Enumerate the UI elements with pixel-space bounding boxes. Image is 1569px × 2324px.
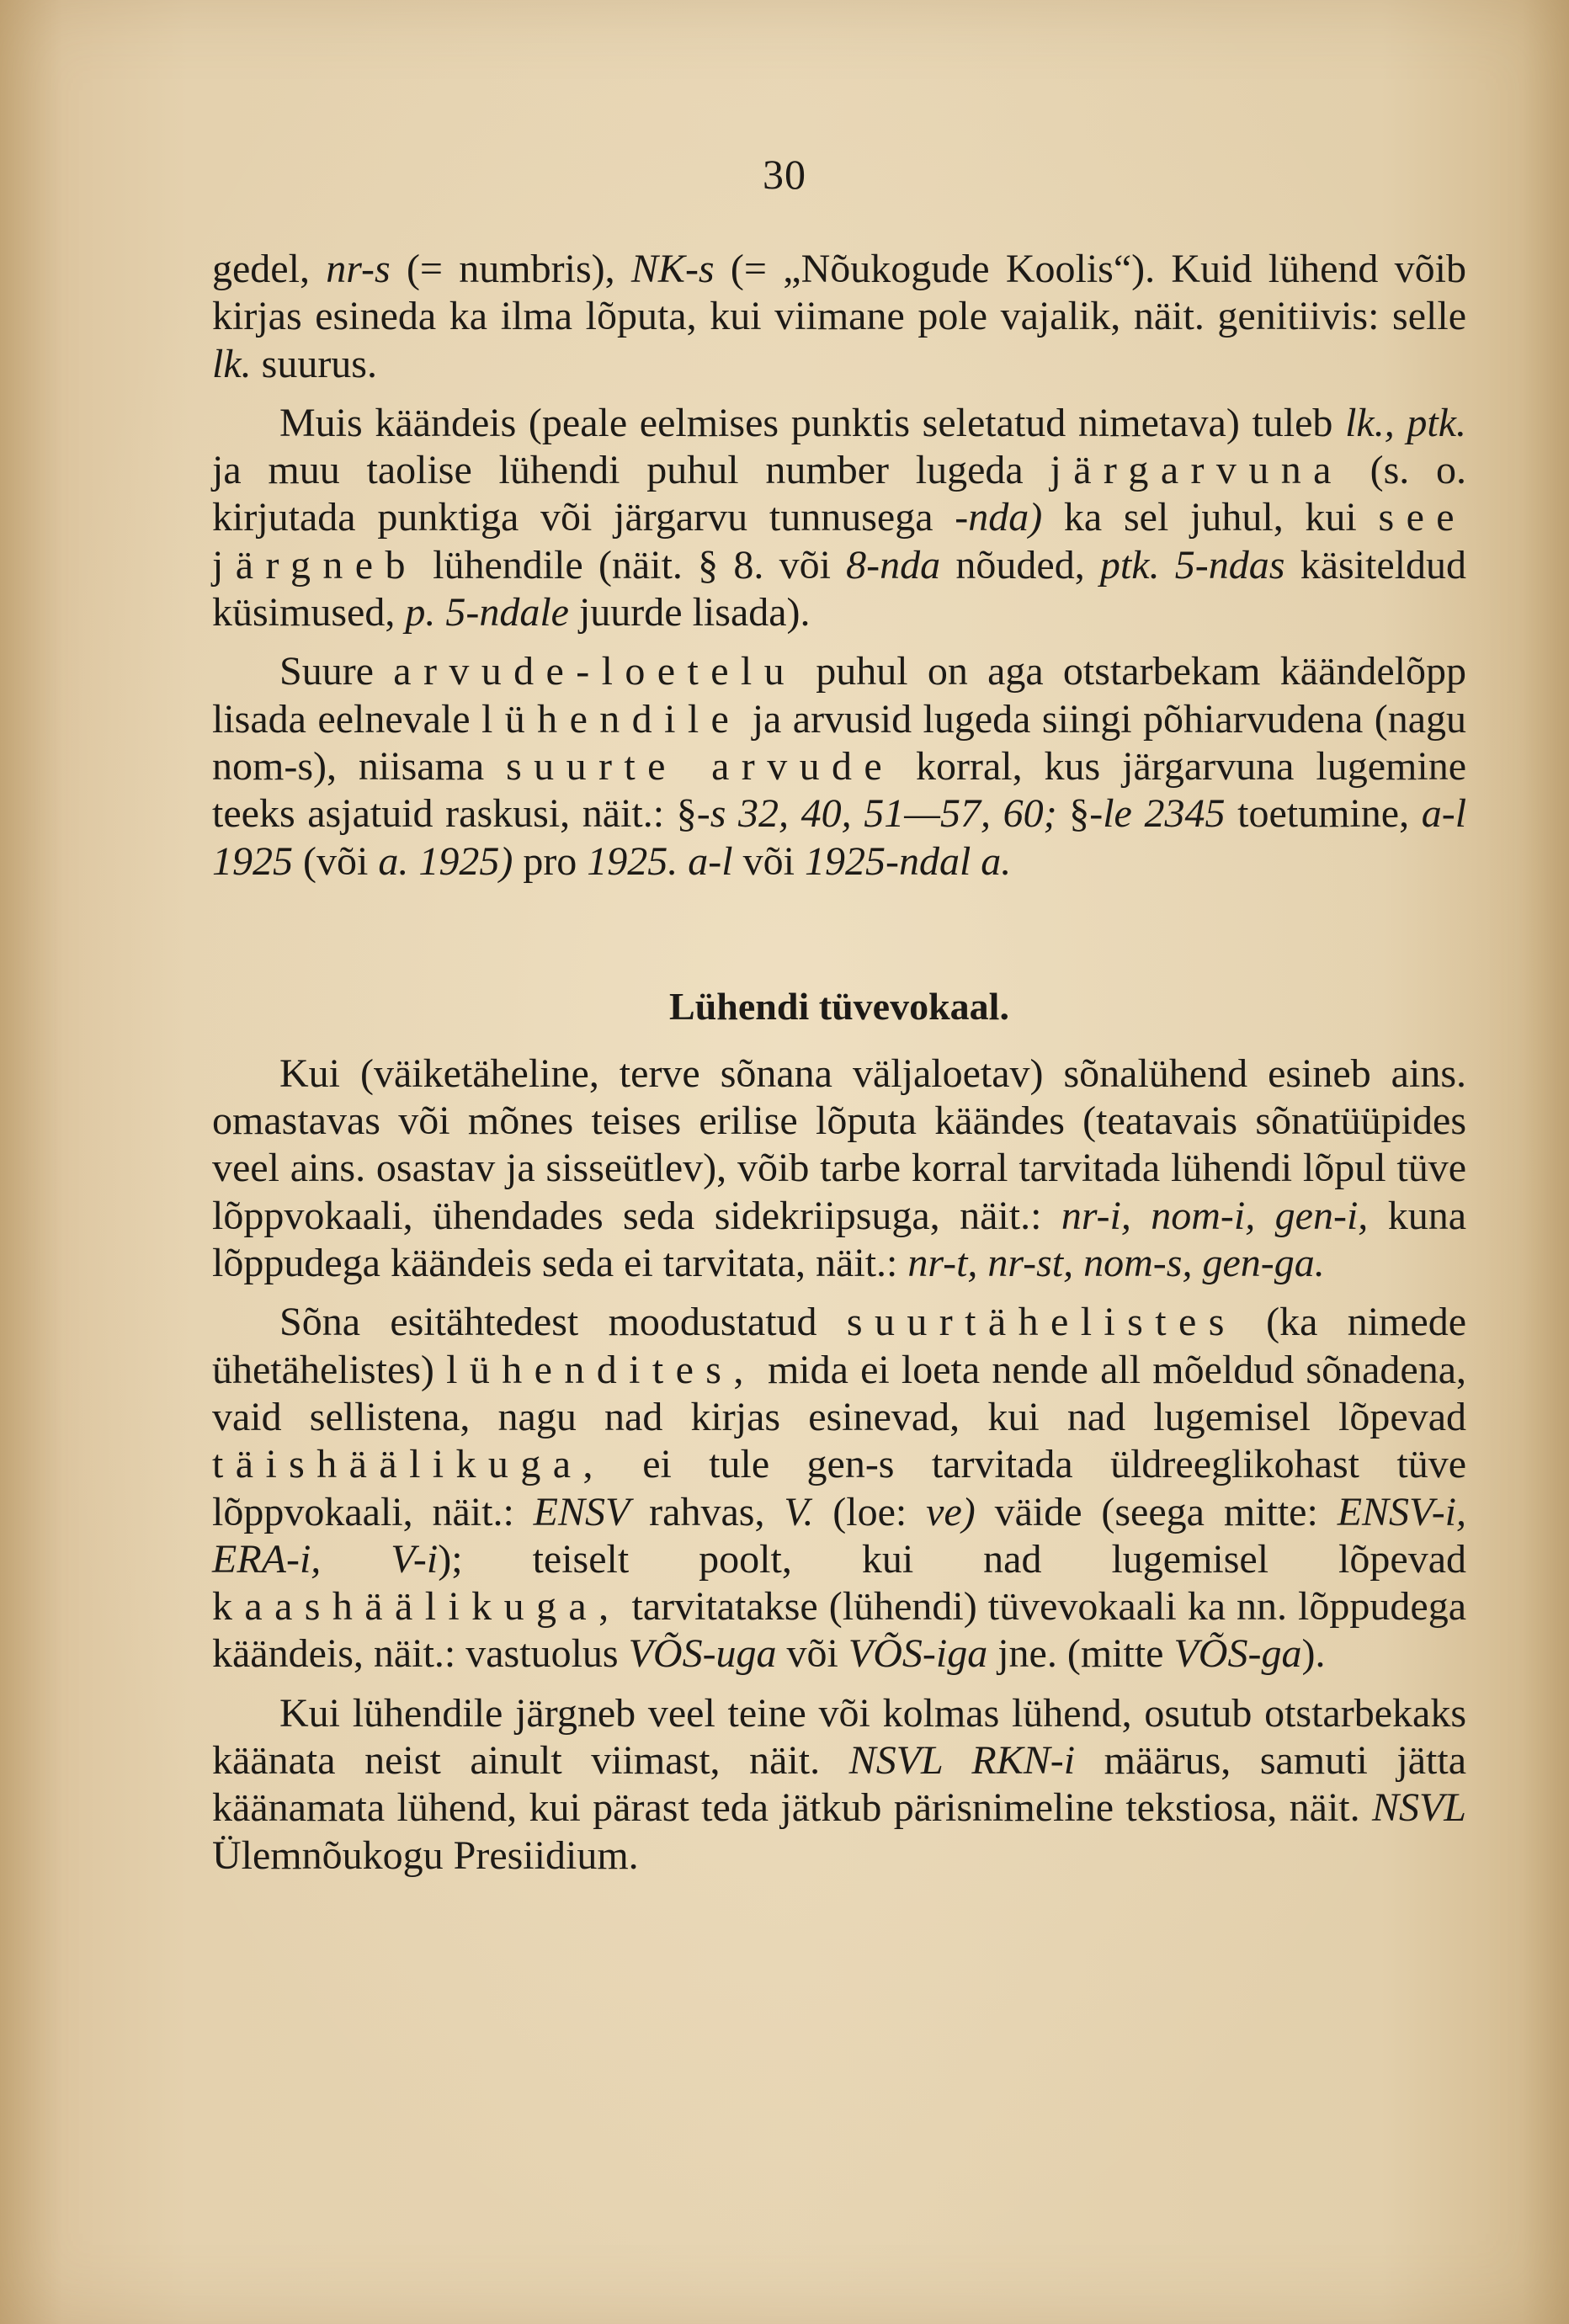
text-run: suurus. xyxy=(251,341,377,386)
italic-abbrev: ptk. 5-ndas xyxy=(1099,542,1285,588)
paragraph-3 xyxy=(212,648,1466,885)
text-run: gedel, xyxy=(212,247,327,291)
italic-abbrev: -nda) xyxy=(955,495,1043,540)
text-run: Suure xyxy=(279,649,394,694)
paragraph-4 xyxy=(212,1050,1466,1287)
paragraph-2 xyxy=(212,400,1466,636)
text-run: Sõna esitähtedest moodustatud xyxy=(279,1300,847,1345)
spaced-emphasis: suurte arvude xyxy=(506,743,895,789)
italic-abbrev: NSVL RKN-i xyxy=(848,1738,1076,1784)
italic-abbrev: V. xyxy=(784,1489,814,1534)
text-run: ); teiselt poolt, kui nad lugemisel lõpevad xyxy=(438,1536,1467,1582)
text-run: kuna lõppudega käändeis seda ei tarvitata, näit.: xyxy=(212,1193,1466,1286)
italic-abbrev: ENSV xyxy=(533,1489,630,1534)
italic-abbrev: a-l 1925 xyxy=(212,791,1467,884)
text-run: Kui (väiketäheline, terve sõnana väljaloetav) sõnalühend esineb ains. omastavas või mõnes teises erilise lõputa käändes (teatavais sõnatüüpides veel ains. osastav ja sisseütlev), võib tarbe korral tarvitada lühendi lõpul tüve lõppvokaali, ühendades seda sidekriipsuga, näit.: xyxy=(212,1050,1466,1238)
text-run: puhul on aga otstarbekam käändelõpp lisada eelnevale xyxy=(212,649,1467,742)
text-run: (= „Nõukogude Koolis“). Kuid lühend võib kirjas esineda ka ilma lõputa, kui viimane pole vajalik, näit. genitiivis: selle xyxy=(212,247,1466,339)
spaced-emphasis: suurtähelistes xyxy=(846,1300,1237,1345)
italic-abbrev: NK-s xyxy=(630,247,715,291)
italic-abbrev: lk., ptk. xyxy=(1345,400,1466,445)
text-run: Kui lühendile järgneb veel teine või kolmas lühend, osutub otstarbekaks käänata neist ainult viimast, näit. xyxy=(212,1690,1466,1784)
text-run: korral, kus järgarvuna lugemine teeks asjatuid raskusi, näit.: § xyxy=(212,743,1466,837)
italic-abbrev: lk. xyxy=(212,341,252,386)
paragraph-6 xyxy=(212,1690,1466,1880)
spaced-emphasis: arvude-loetelu xyxy=(393,649,797,694)
italic-abbrev: VÕS-uga xyxy=(628,1631,777,1677)
text-run: jne. (mitte xyxy=(987,1631,1174,1677)
text-run: määrus, samuti jätta käänamata lühend, kui pärast teda jätkub pärisnimeline tekstiosa, näit. xyxy=(212,1738,1467,1831)
spaced-emphasis: lühendile xyxy=(481,696,742,742)
paragraph-1 xyxy=(212,246,1466,388)
text-run: käsiteldud küsimused, xyxy=(212,542,1466,636)
text-run: toetumine, xyxy=(1225,791,1422,837)
italic-abbrev: ve) xyxy=(926,1489,976,1534)
italic-abbrev: a. 1925) xyxy=(378,838,513,884)
italic-abbrev: 1925. a-l xyxy=(587,838,733,884)
italic-abbrev: p. 5-ndale xyxy=(405,590,569,636)
text-run: ). xyxy=(1301,1631,1326,1677)
text-run: väide (seega mitte: xyxy=(975,1489,1338,1534)
spaced-emphasis: järgarvuna xyxy=(1050,448,1343,493)
text-run: Ülemnõukogu Presiidium. xyxy=(212,1832,639,1878)
italic-abbrev: NSVL xyxy=(1371,1785,1466,1831)
text-run: (= numbris), xyxy=(390,247,631,291)
italic-abbrev: ENSV-i, ERA-i, V-i xyxy=(212,1489,1467,1582)
text-run: Muis käändeis (peale eelmises punktis seletatud nimetava) tuleb xyxy=(279,400,1346,445)
italic-abbrev: VÕS-iga xyxy=(848,1631,988,1677)
text-run: (või xyxy=(293,838,379,884)
section-heading: Lühendi tüvevokaal. xyxy=(669,984,1009,1028)
text-run: või xyxy=(732,838,805,884)
text-run: tarvitatakse (lühendi) tüvevokaali ka nn. lõppudega käändeis, näit.: vastuolus xyxy=(212,1584,1466,1677)
spaced-emphasis: lühendites, xyxy=(446,1347,756,1392)
text-run: lühendile (näit. § 8. või xyxy=(417,542,847,588)
page-number: 30 xyxy=(763,151,806,198)
spaced-emphasis: see järgneb xyxy=(212,495,1466,588)
text-run: ja muu taolise lühendi puhul number lugeda xyxy=(212,448,1050,493)
text-run: (loe: xyxy=(813,1489,927,1534)
text-run: mida ei loeta nende all mõeldud sõnadena, vaid sellistena, nagu nad kirjas esinevad, kui nad lugemisel lõpevad xyxy=(212,1347,1466,1439)
body-text xyxy=(212,246,1466,1891)
text-run: rahvas, xyxy=(630,1489,784,1534)
text-run: pro xyxy=(513,838,588,884)
italic-abbrev: 1925-ndal a. xyxy=(804,838,1012,884)
text-run: ka sel juhul, kui xyxy=(1042,495,1379,540)
italic-abbrev: -le 2345 xyxy=(1089,791,1226,837)
italic-abbrev: nr-s xyxy=(326,247,391,291)
italic-abbrev: -s 32, 40, 51—57, 60; xyxy=(696,791,1057,837)
spaced-emphasis: kaashäälikuga, xyxy=(212,1584,621,1630)
text-run: nõuded, xyxy=(940,542,1100,588)
text-run: ja arvusid lugeda siingi põhiarvudena (nagu nom-s), niisama xyxy=(212,696,1467,789)
italic-abbrev: nr-t, nr-st, nom-s, gen-ga. xyxy=(907,1241,1325,1286)
text-run: juurde lisada). xyxy=(568,590,811,636)
italic-abbrev: 8-nda xyxy=(846,542,941,588)
text-run: ei tule gen-s tarvitada üldreeglikohast tüve lõppvokaali, näit.: xyxy=(212,1442,1466,1534)
text-run: või xyxy=(776,1631,848,1677)
text-run: (ka nimede ühetähelistes) xyxy=(212,1300,1466,1392)
paragraph-5 xyxy=(212,1299,1466,1678)
text-run: § xyxy=(1056,791,1090,837)
spaced-emphasis: täishäälikuga, xyxy=(212,1442,605,1487)
text-run: (s. o. kirjutada punktiga või järgarvu tunnusega xyxy=(212,448,1467,540)
italic-abbrev: VÕS-ga xyxy=(1173,1631,1302,1677)
italic-abbrev: nr-i, nom-i, gen-i, xyxy=(1061,1193,1369,1238)
